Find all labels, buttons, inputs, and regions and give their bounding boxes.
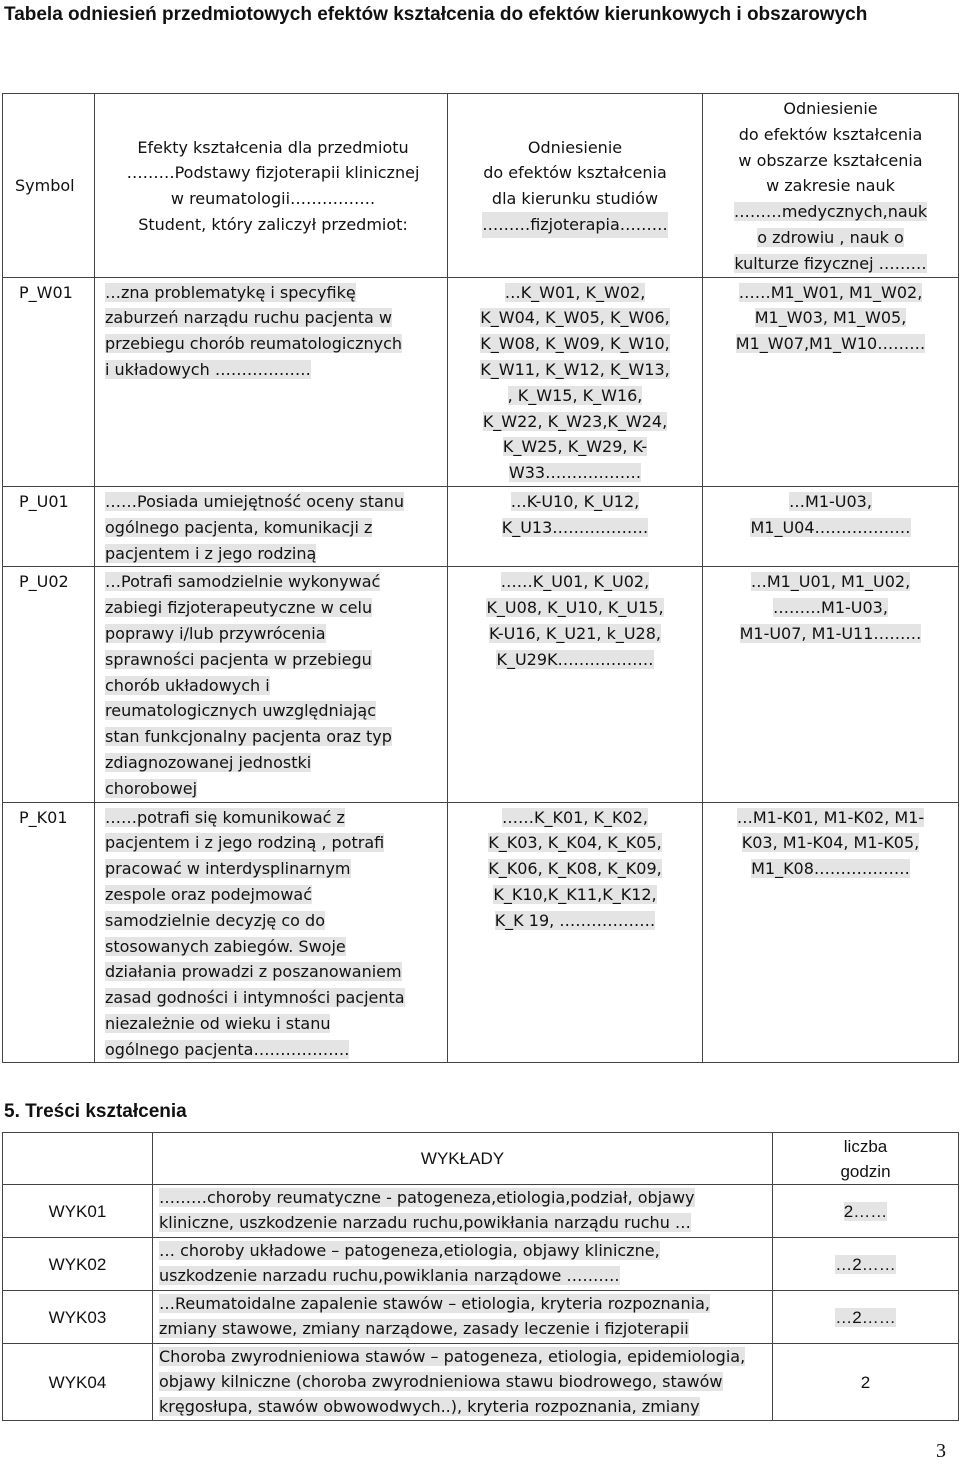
field-ref-line: K_U29K……………… [496, 649, 654, 669]
lecture-hours: 2 [773, 1344, 959, 1421]
content-header-row [3, 1133, 959, 1185]
topic-line: objawy kilniczne (choroba zwyrodnieniowa stawu biodrowego, stawów [159, 1372, 723, 1391]
field-ref-line: K_W25, K_W29, K- [502, 437, 648, 457]
area-ref-line: M1_U04……………… [750, 517, 911, 537]
lecture-hours [773, 1238, 959, 1291]
header-area-line: kulturze fizycznej ……… [734, 253, 927, 273]
area-ref-line: ……M1_W01, M1_W02, [738, 282, 923, 302]
lecture-code: WYK01 [3, 1185, 153, 1238]
area-ref-line: K03, M1-K04, M1-K05, [741, 833, 920, 853]
document-title: Tabela odniesień przedmiotowych efektów kształcenia do efektów kierunkowych i obszarowych [4, 4, 868, 25]
hours-value: …2…… [835, 1254, 896, 1274]
header-area-line: o zdrowiu , nauk o [757, 227, 904, 247]
lecture-code: WYK03 [3, 1291, 153, 1344]
header-area-line: Odniesienie [783, 99, 878, 118]
outcome-row [3, 802, 959, 1063]
field-ref-line: K_W22, K_W23,K_W24, [482, 411, 668, 431]
description-line: pacjentem i z jego rodziną , potrafi [105, 833, 385, 853]
description-line: ogólnego pacjenta……………… [105, 1039, 350, 1059]
topic-line: ………choroby reumatyczne - patogeneza,etiologia,podział, objawy [159, 1188, 695, 1207]
outcome-description [95, 486, 448, 566]
description-line: zabiegi fizjoterapeutyczne w celu [105, 598, 373, 618]
field-ref-line: K-U16, K_U21, k_U28, [489, 623, 661, 643]
header-effects [95, 94, 448, 278]
content-row [3, 1344, 959, 1421]
outcome-row [3, 277, 959, 486]
description-line: reumatologicznych uwzględniając [105, 701, 376, 721]
outcome-area-ref [703, 567, 959, 802]
field-ref-line: K_K10,K_K11,K_K12, [493, 884, 657, 904]
description-line: stosowanych zabiegów. Swoje [105, 936, 346, 956]
header-field-line: Odniesienie [527, 137, 623, 157]
description-line: poprawy i/lub przywrócenia [105, 623, 326, 643]
topic-line: zmiany stawowe, zmiany narządowe, zasady leczenie i fizjoterapii [159, 1319, 689, 1338]
description-line: zdiagnozowanej jednostki [105, 752, 312, 772]
header-effects-line: w reumatologii……………. [170, 189, 376, 209]
header-effects-line: ………Podstawy fizjoterapii klinicznej [126, 163, 420, 183]
description-line: zasad godności i intymności pacjenta [105, 988, 405, 1008]
field-ref-line: K_K06, K_K08, K_K09, [488, 859, 662, 879]
content-row [3, 1185, 959, 1238]
topic-line: kręgosłupa, stawów obwowodwych..), kryteria rozpoznania, zmiany [159, 1397, 700, 1416]
topic-line: … choroby układowe – patogeneza,etiologia, objawy kliniczne, [159, 1241, 660, 1260]
header-effects-line: Efekty kształcenia dla przedmiotu [137, 137, 409, 157]
header-area-line: do efektów kształcenia [738, 124, 923, 144]
section-title: 5. Treści kształcenia [4, 1101, 187, 1122]
area-ref-line: …M1_U01, M1_U02, [750, 572, 911, 592]
lecture-hours [773, 1185, 959, 1238]
header-hours-line: liczba [843, 1136, 888, 1156]
area-ref-line: …M1-U03, [789, 491, 872, 511]
lecture-code: WYK04 [3, 1344, 153, 1421]
header-topic: WYKŁADY [153, 1133, 773, 1185]
header-empty-cell [3, 1133, 153, 1185]
header-field-ref [448, 94, 703, 278]
outcome-row [3, 486, 959, 566]
header-symbol: Symbol [3, 94, 95, 278]
header-field-line: ………fizjoterapia……… [482, 212, 668, 238]
outcome-field-ref [448, 567, 703, 802]
topic-line: uszkodzenie narzadu ruchu,powiklania narządowe ………. [159, 1266, 620, 1285]
description-line: chorób układowych i [105, 675, 270, 695]
outcomes-table [2, 93, 959, 1063]
description-line: sprawności pacjenta w przebiegu [105, 649, 372, 669]
area-ref-line: M1_K08……………… [751, 859, 910, 879]
content-table [2, 1132, 959, 1421]
description-line: zespole oraz podejmować [105, 884, 313, 904]
field-ref-line: K_W08, K_W09, K_W10, [480, 334, 670, 354]
description-line: …Potrafi samodzielnie wykonywać [105, 572, 381, 592]
lecture-topic [153, 1344, 773, 1421]
outcome-row [3, 567, 959, 802]
outcome-field-ref [448, 486, 703, 566]
field-ref-line: K_W04, K_W05, K_W06, [480, 308, 670, 328]
field-ref-line: …K-U10, K_U12, [510, 491, 640, 511]
outcome-description [95, 277, 448, 486]
topic-line: kliniczne, uszkodzenie narzadu ruchu,powikłania narządu ruchu … [159, 1213, 691, 1232]
lecture-topic [153, 1238, 773, 1291]
area-ref-line: …M1-K01, M1-K02, M1- [736, 807, 925, 827]
header-area-line: ………medycznych,nauk [733, 202, 928, 222]
field-ref-line: K_U13……………… [501, 517, 649, 537]
content-row [3, 1238, 959, 1291]
hours-value: …2…… [835, 1307, 896, 1327]
outcome-description [95, 802, 448, 1063]
description-line: chorobowej [105, 778, 198, 798]
field-ref-line: …K_W01, K_W02, [504, 282, 646, 302]
field-ref-line: W33……………… [508, 463, 642, 483]
field-ref-line: K_K 19, ……………… [494, 910, 656, 930]
outcome-field-ref [448, 277, 703, 486]
topic-line: Choroba zwyrodnieniowa stawów – patogeneza, etiologia, epidemiologia, [159, 1347, 746, 1366]
header-area-line: w zakresie nauk [766, 176, 895, 196]
description-line: przebiegu chorób reumatologicznych [105, 334, 403, 354]
description-line: ……Posiada umiejętność oceny stanu [105, 491, 405, 511]
lecture-hours [773, 1291, 959, 1344]
content-row [3, 1291, 959, 1344]
header-field-line: dla kierunku studiów [491, 189, 659, 209]
outcome-field-ref [448, 802, 703, 1063]
header-effects-line: Student, który zaliczył przedmiot: [138, 215, 408, 235]
header-hours [773, 1133, 959, 1185]
description-line: pracować w interdysplinarnym [105, 859, 351, 879]
header-area-ref [703, 94, 959, 278]
outcome-symbol: P_K01 [3, 802, 95, 1063]
hours-value: 2…… [843, 1201, 888, 1221]
outcome-symbol: P_U02 [3, 567, 95, 802]
header-field-line: do efektów kształcenia [483, 163, 667, 183]
area-ref-line: M1-U07, M1-U11……… [739, 623, 922, 643]
lecture-topic [153, 1291, 773, 1344]
topic-line: …Reumatoidalne zapalenie stawów – etiologia, kryteria rozpoznania, [159, 1294, 710, 1313]
page-number: 3 [936, 1440, 946, 1462]
field-ref-line: ……K_K01, K_K02, [502, 807, 648, 827]
description-line: …zna problematykę i specyfikę [105, 282, 356, 302]
outcome-area-ref [703, 277, 959, 486]
field-ref-line: K_W11, K_W12, K_W13, [480, 359, 670, 379]
lecture-topic [153, 1185, 773, 1238]
description-line: i układowych ……………… [105, 359, 311, 379]
area-ref-line: M1_W03, M1_W05, [754, 308, 907, 328]
field-ref-line: ……K_U01, K_U02, [500, 572, 650, 592]
area-ref-line: M1_W07,M1_W10……… [735, 334, 926, 354]
description-line: ogólnego pacjenta, komunikacji z [105, 517, 373, 537]
outcome-symbol: P_W01 [3, 277, 95, 486]
field-ref-line: , K_W15, K_W16, [507, 385, 643, 405]
description-line: pacjentem i z jego rodziną [105, 543, 317, 563]
description-line: działania prowadzi z poszanowaniem [105, 962, 402, 982]
description-line: zaburzeń narządu ruchu pacjenta w [105, 308, 392, 328]
description-line: samodzielnie decyzję co do [105, 910, 325, 930]
lecture-code: WYK02 [3, 1238, 153, 1291]
field-ref-line: K_K03, K_K04, K_K05, [488, 833, 662, 853]
area-ref-line: ………M1-U03, [773, 598, 888, 618]
field-ref-line: K_U08, K_U10, K_U15, [486, 598, 664, 618]
outcome-symbol: P_U01 [3, 486, 95, 566]
description-line: stan funkcjonalny pacjenta oraz typ [105, 727, 392, 747]
outcomes-header-row [3, 94, 959, 278]
description-line: niezależnie od wieku i stanu [105, 1013, 331, 1033]
outcome-area-ref [703, 802, 959, 1063]
outcome-description [95, 567, 448, 802]
header-area-line: w obszarze kształcenia [738, 150, 923, 170]
outcome-area-ref [703, 486, 959, 566]
description-line: ……potrafi się komunikować z [105, 807, 345, 827]
header-hours-line: godzin [840, 1161, 891, 1181]
